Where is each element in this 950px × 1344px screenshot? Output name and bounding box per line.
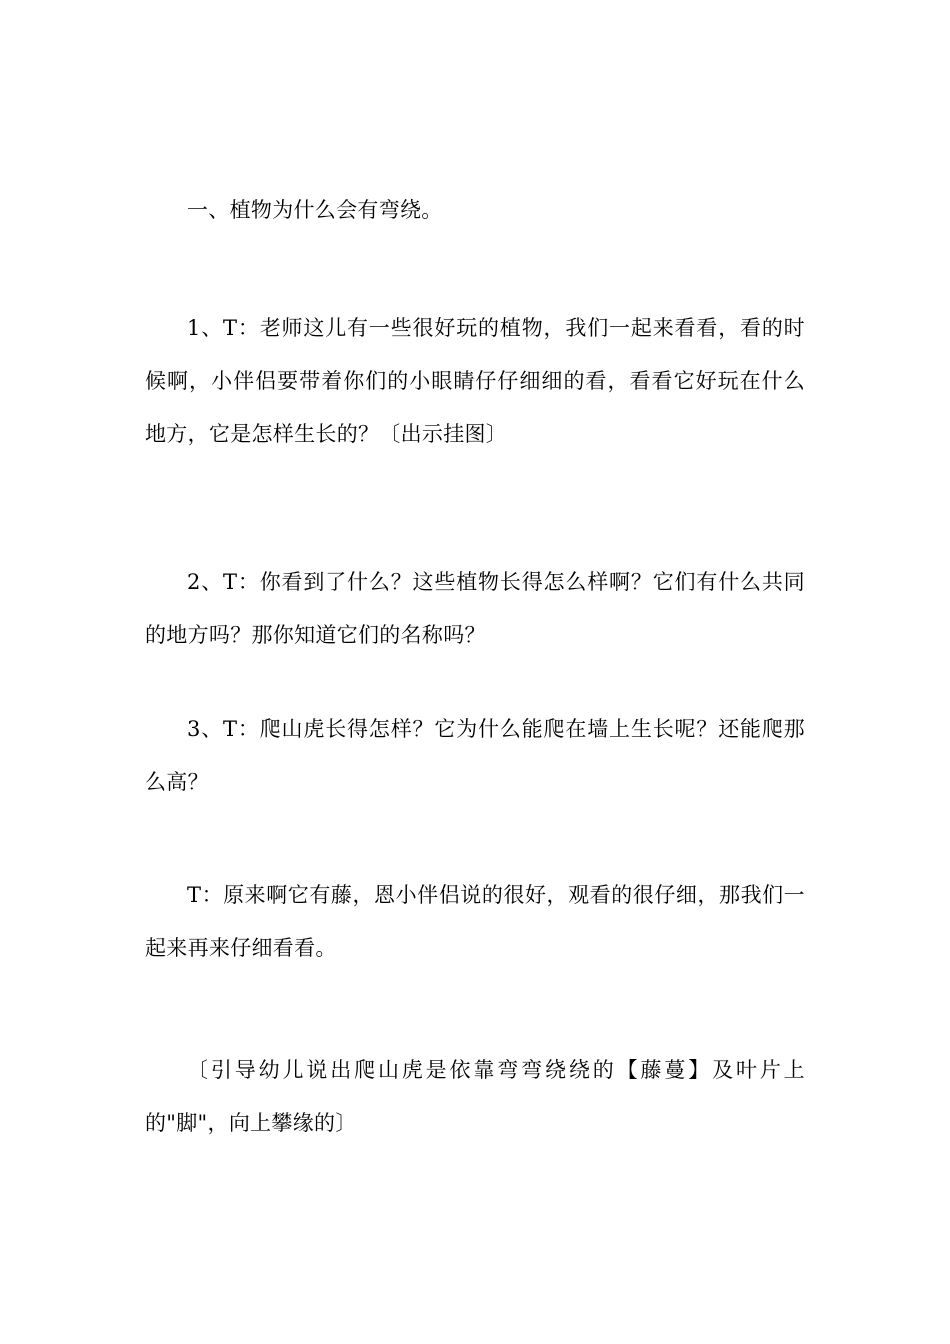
paragraph-question-1: 1、T：老师这儿有一些很好玩的植物，我们一起来看看，看的时候啊，小伴侣要带着你们的小眼睛仔仔细细的看，看看它好玩在什么地方，它是怎样生长的？〔出示挂图〕 [145, 316, 805, 446]
paragraph-teacher-response: T：原来啊它有藤，恩小伴侣说的很好，观看的很仔细，那我们一起来再来仔细看看。 [145, 883, 805, 960]
paragraph-question-3: 3、T：爬山虎长得怎样？它为什么能爬在墙上生长呢？还能爬那么高？ [145, 717, 805, 794]
paragraph-guidance-note: 〔引导幼儿说出爬山虎是依靠弯弯绕绕的【藤蔓】及叶片上的"脚"，向上攀缘的〕 [145, 1058, 805, 1135]
paragraph-question-2: 2、T：你看到了什么？这些植物长得怎么样啊？它们有什么共同的地方吗？那你知道它们的名称吗？ [145, 570, 805, 647]
section-heading: 一、植物为什么会有弯绕。 [187, 198, 443, 222]
